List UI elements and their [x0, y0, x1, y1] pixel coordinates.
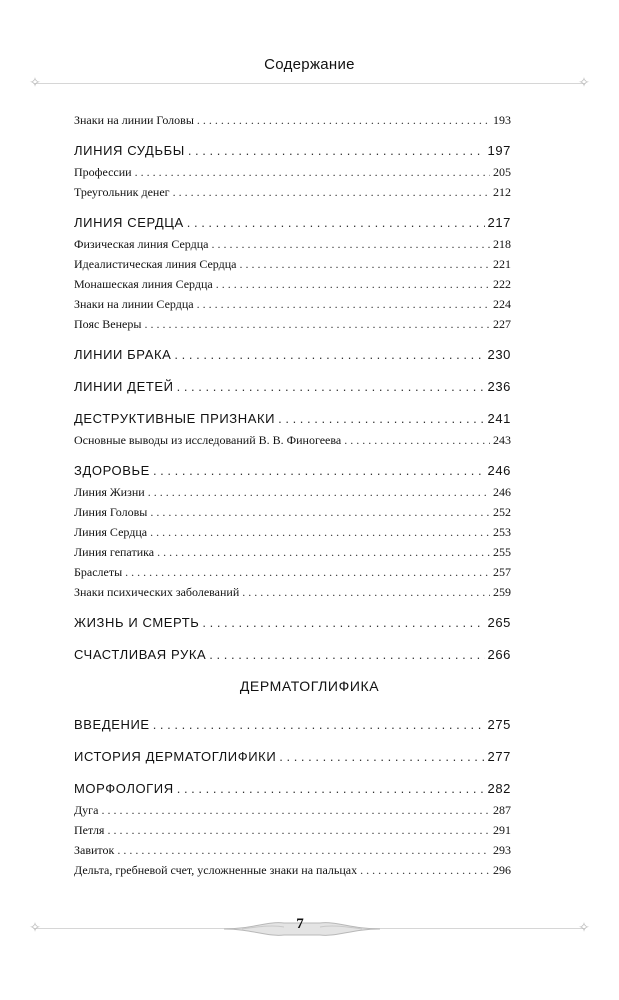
toc-section-entry: [74, 644, 511, 666]
dot-leader: [187, 212, 485, 234]
toc-spacer: [74, 450, 511, 460]
dot-leader: [278, 408, 484, 430]
toc-entry: [74, 110, 511, 130]
dot-leader: [117, 840, 490, 860]
toc-entry-title: Треугольник денег: [74, 185, 170, 199]
toc-entry: [74, 274, 511, 294]
toc-section-entry: [74, 212, 511, 234]
toc-entry-title: Браслеты: [74, 565, 123, 579]
toc-entry-title: ЛИНИИ БРАКА: [74, 347, 172, 362]
table-of-contents-part: [74, 714, 511, 880]
toc-entry-page: 252: [493, 505, 511, 519]
toc-spacer: [74, 202, 511, 212]
dot-leader: [153, 460, 485, 482]
toc-entry-title: Знаки на линии Сердца: [74, 297, 194, 311]
toc-section-entry: [74, 714, 511, 736]
toc-entry-page: 259: [493, 585, 511, 599]
dot-leader: [107, 820, 490, 840]
toc-entry-page: 265: [487, 615, 511, 630]
dot-leader: [279, 746, 484, 768]
header-rule: [34, 83, 585, 84]
part-title: ДЕРМАТОГЛИФИКА: [239, 678, 380, 694]
star-ornament-icon: ✧: [29, 920, 41, 936]
dot-leader: [125, 562, 490, 582]
toc-entry-title: Монашеская линия Сердца: [74, 277, 213, 291]
dot-leader: [188, 140, 485, 162]
toc-entry: [74, 162, 511, 182]
toc-spacer: [74, 130, 511, 140]
toc-entry: [74, 860, 511, 880]
toc-spacer: [74, 334, 511, 344]
toc-spacer: [74, 366, 511, 376]
toc-entry-title: Линия Жизни: [74, 485, 145, 499]
dot-leader: [150, 522, 490, 542]
star-ornament-icon: ✧: [578, 75, 590, 91]
toc-entry-title: Линия Головы: [74, 505, 148, 519]
toc-entry-page: 282: [487, 781, 511, 796]
dot-leader: [209, 644, 484, 666]
toc-entry-title: Идеалистическая линия Сердца: [74, 257, 237, 271]
toc-entry-page: 217: [487, 215, 511, 230]
dot-leader: [242, 582, 490, 602]
toc-entry: [74, 254, 511, 274]
dot-leader: [150, 502, 490, 522]
toc-entry-page: 277: [487, 749, 511, 764]
toc-entry-title: Линия гепатика: [74, 545, 155, 559]
toc-section-entry: [74, 344, 511, 366]
toc-section-entry: [74, 140, 511, 162]
toc-entry-page: 291: [493, 823, 511, 837]
toc-entry: [74, 820, 511, 840]
toc-section-entry: [74, 376, 511, 398]
toc-entry-title: Профессии: [74, 165, 132, 179]
toc-entry: [74, 562, 511, 582]
toc-entry: [74, 314, 511, 334]
toc-entry-title: СЧАСТЛИВАЯ РУКА: [74, 647, 207, 662]
dot-leader: [212, 234, 491, 254]
dot-leader: [202, 612, 484, 634]
toc-section-entry: [74, 746, 511, 768]
toc-entry-page: 205: [493, 165, 511, 179]
toc-section-entry: [74, 408, 511, 430]
toc-entry: [74, 522, 511, 542]
toc-entry-title: Основные выводы из исследований В. В. Финогеева: [74, 433, 342, 447]
dot-leader: [101, 800, 490, 820]
toc-entry-page: 296: [493, 863, 511, 877]
dot-leader: [216, 274, 490, 294]
star-ornament-icon: ✧: [29, 75, 41, 91]
toc-entry-title: ЛИНИЯ СЕРДЦА: [74, 215, 184, 230]
toc-entry-title: Знаки психических заболеваний: [74, 585, 240, 599]
dot-leader: [153, 714, 485, 736]
toc-entry-page: 212: [493, 185, 511, 199]
dot-leader: [177, 778, 485, 800]
dot-leader: [197, 294, 490, 314]
dot-leader: [177, 376, 485, 398]
toc-entry-page: 246: [487, 463, 511, 478]
toc-entry-page: 266: [487, 647, 511, 662]
running-head: Содержание: [264, 56, 355, 73]
dot-leader: [240, 254, 490, 274]
toc-spacer: [74, 768, 511, 778]
toc-entry-title: ВВЕДЕНИЕ: [74, 717, 150, 732]
dot-leader: [148, 482, 490, 502]
toc-section-entry: [74, 612, 511, 634]
toc-entry-page: 221: [493, 257, 511, 271]
toc-entry-page: 227: [493, 317, 511, 331]
table-of-contents: [74, 110, 511, 666]
toc-entry: [74, 800, 511, 820]
toc-entry: [74, 502, 511, 522]
toc-entry-page: 255: [493, 545, 511, 559]
toc-entry-page: 230: [487, 347, 511, 362]
page-number: 7: [296, 916, 304, 932]
toc-entry: [74, 582, 511, 602]
toc-entry-title: ЛИНИИ ДЕТЕЙ: [74, 379, 174, 394]
toc-entry-title: Пояс Венеры: [74, 317, 142, 331]
dot-leader: [360, 860, 490, 880]
toc-entry: [74, 840, 511, 860]
dot-leader: [157, 542, 490, 562]
toc-entry-page: 218: [493, 237, 511, 251]
toc-entry-title: ДЕСТРУКТИВНЫЕ ПРИЗНАКИ: [74, 411, 276, 426]
toc-entry-page: 246: [493, 485, 511, 499]
toc-spacer: [74, 398, 511, 408]
toc-entry-title: ЖИЗНЬ И СМЕРТЬ: [74, 615, 200, 630]
toc-entry-title: ЗДОРОВЬЕ: [74, 463, 150, 478]
toc-entry-title: ИСТОРИЯ ДЕРМАТОГЛИФИКИ: [74, 749, 277, 764]
toc-entry: [74, 182, 511, 202]
toc-entry-page: 293: [493, 843, 511, 857]
dot-leader: [197, 110, 490, 130]
toc-spacer: [74, 602, 511, 612]
toc-entry-title: Дуга: [74, 803, 99, 817]
toc-entry-page: 253: [493, 525, 511, 539]
toc-section-entry: [74, 778, 511, 800]
dot-leader: [173, 182, 490, 202]
toc-entry: [74, 234, 511, 254]
toc-entry-title: Физическая линия Сердца: [74, 237, 209, 251]
toc-entry-page: 224: [493, 297, 511, 311]
toc-entry: [74, 542, 511, 562]
toc-entry: [74, 430, 511, 450]
toc-entry-page: 257: [493, 565, 511, 579]
dot-leader: [135, 162, 490, 182]
toc-entry-title: ЛИНИЯ СУДЬБЫ: [74, 143, 185, 158]
toc-spacer: [74, 736, 511, 746]
toc-entry: [74, 294, 511, 314]
dot-leader: [344, 430, 490, 450]
toc-entry-page: 197: [487, 143, 511, 158]
toc-entry-page: 287: [493, 803, 511, 817]
toc-section-entry: [74, 460, 511, 482]
toc-entry-page: 241: [487, 411, 511, 426]
toc-entry-title: Знаки на линии Головы: [74, 113, 194, 127]
toc-entry-title: Дельта, гребневой счет, усложненные знаки на пальцах: [74, 863, 358, 877]
toc-entry-title: Линия Сердца: [74, 525, 148, 539]
toc-entry-title: Петля: [74, 823, 105, 837]
toc-spacer: [74, 634, 511, 644]
toc-entry: [74, 482, 511, 502]
toc-entry-page: 222: [493, 277, 511, 291]
toc-entry-title: МОРФОЛОГИЯ: [74, 781, 174, 796]
star-ornament-icon: ✧: [578, 920, 590, 936]
toc-entry-page: 193: [493, 113, 511, 127]
toc-entry-title: Завиток: [74, 843, 115, 857]
toc-entry-page: 243: [493, 433, 511, 447]
toc-entry-page: 236: [487, 379, 511, 394]
dot-leader: [144, 314, 490, 334]
toc-entry-page: 275: [487, 717, 511, 732]
dot-leader: [174, 344, 484, 366]
